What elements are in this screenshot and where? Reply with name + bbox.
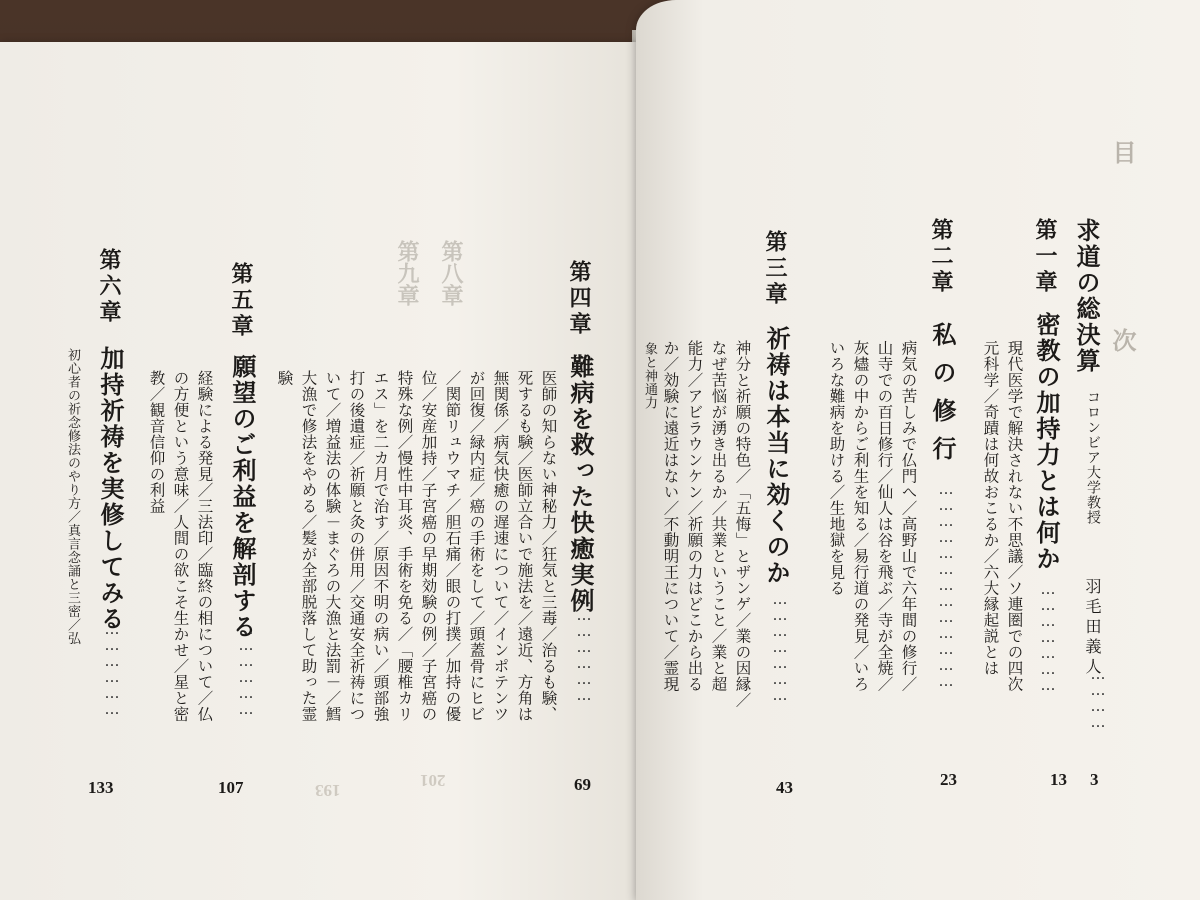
chapter-6-summary-line-1: 初心者の祈念修法のやり方／真言念誦と三密／弘 [65,348,80,645]
chapter-1-summary-line-1: 現代医学で解決されない不思議／ソ連圏での四次 [1005,340,1024,692]
chapter-4-summary-line-8: エス」を二カ月で治す／原因不明の病い／頭部強 [371,370,390,722]
intro-page-number: 3 [1090,770,1099,789]
chapter-4-summary-line-10: いて／増益法の体験－まぐろの大漁と法罰－／鱈 [323,370,342,722]
chapter-4-summary-line-4: が回復／緑内症／癌の手術をして／頭蓋骨にヒビ [467,370,486,722]
bleed-through-page-193: 193 [315,781,341,800]
chapter-1-summary-line-2: 元科学／奇蹟は何故おこるか／六大縁起説とは [981,340,1000,676]
bleed-through-page-201: 201 [420,771,446,790]
chapter-1-page-number: 13 [1050,770,1067,789]
chapter-3-summary-line-1: 神分と祈願の特色／「五悔」とザンゲ／業の因縁／ [733,340,752,708]
toc-title: 目 次 [1108,140,1137,422]
chapter-4-summary-line-3: 無関係／病気快癒の遅速について／インポテンツ [491,370,510,722]
chapter-4-summary-line-1: 医師の知らない神秘力／狂気と三毒／治るも験、 [539,370,558,722]
author-name: 羽毛田義人 [1083,578,1102,678]
chapter-5-leader-dots: ……………… [237,620,255,716]
chapter-4-summary-line-11: 大漁で修法をやめる／髪が全部脱落して助った霊 [299,370,318,722]
chapter-3-summary-line-5: 象と神通力 [642,342,657,410]
chapter-6-leader-dots: ……………… [103,620,121,716]
chapter-3-summary-line-3: 能力／アビラウンケン／祈願の力はどこから出る [685,340,704,692]
intro-leader-dots: ………… [1089,665,1107,729]
chapter-4-page-number: 69 [574,775,591,794]
chapter-5-summary-line-1: 経験による発見／三法印／臨終の相について／仏 [195,370,214,722]
chapter-2-label: 第二章 [928,218,954,296]
chapter-4-summary-line-12: 験 [275,370,294,386]
intro-title: 求道の総決算 [1072,218,1101,374]
chapter-2-summary-line-2: 山寺での百日修行／仙人は谷を飛ぶ／寺が全焼／ [875,340,894,692]
chapter-3-page-number: 43 [776,778,793,797]
chapter-5-page-number: 107 [218,778,244,797]
chapter-3-summary-line-2: なぜ苦悩が湧き出るか／共業ということ／業と超 [709,340,728,692]
chapter-4-summary-line-9: 打の後遺症／祈願と灸の併用／交通安全祈祷につ [347,370,366,722]
chapter-2-leader-dots: ………………………………… [937,480,955,688]
chapter-3-title: 祈祷は本当に効くのか [762,326,791,586]
chapter-4-title: 難病を救った快癒実例 [566,354,595,614]
chapter-4-leader-dots: ………………… [575,590,593,702]
chapter-2-summary-line-4: いろな難病を助ける／生地獄を見る [827,340,846,596]
chapter-5-summary-line-3: 教／観音信仰の利益 [147,370,166,514]
chapter-4-summary-line-7: 特殊な例／慢性中耳炎、手術を免る／「腰椎カリ [395,370,414,722]
chapter-2-page-number: 23 [940,770,957,789]
bleed-through-chapter-9: 第九章 [394,240,420,306]
chapter-1-title: 密教の加持力とは何か [1032,312,1061,572]
chapter-6-page-number: 133 [88,778,114,797]
chapter-6-label: 第六章 [96,248,122,326]
chapter-3-label: 第三章 [762,230,788,308]
chapter-6-title: 加持祈祷を実修してみる [96,346,125,632]
chapter-4-summary-line-2: 死するも験／医師立合いで施法を／遠近、方角は [515,370,534,722]
author-affiliation: コロンビア大学教授 [1085,390,1101,525]
chapter-1-label: 第一章 [1032,218,1058,296]
chapter-4-label: 第四章 [566,260,592,338]
chapter-5-title: 願望のご利益を解剖する [228,354,257,640]
chapter-1-leader-dots: ………………… [1039,580,1057,692]
chapter-2-summary-line-3: 灰燼の中からご利生を知る／易行道の発見／いろ [851,340,870,692]
chapter-3-summary-line-4: か／効験に遠近はない／不動明王について／霊現 [661,340,680,692]
chapter-4-summary-line-6: 位／安産加持／子宮癌の早期効験の例／子宮癌の [419,370,438,722]
chapter-4-summary-line-5: ／関節リュウマチ／胆石痛／眼の打撲／加持の優 [443,370,462,722]
bleed-through-chapter-8: 第八章 [438,240,464,306]
chapter-5-summary-line-2: の方便という意味／人間の欲こそ生かせ／星と密 [171,370,190,722]
chapter-3-leader-dots: ………………… [771,590,789,702]
chapter-5-label: 第五章 [228,262,254,340]
chapter-2-title: 私の修行 [928,322,957,474]
chapter-2-summary-line-1: 病気の苦しみで仏門へ／高野山で六年間の修行／ [899,340,918,692]
